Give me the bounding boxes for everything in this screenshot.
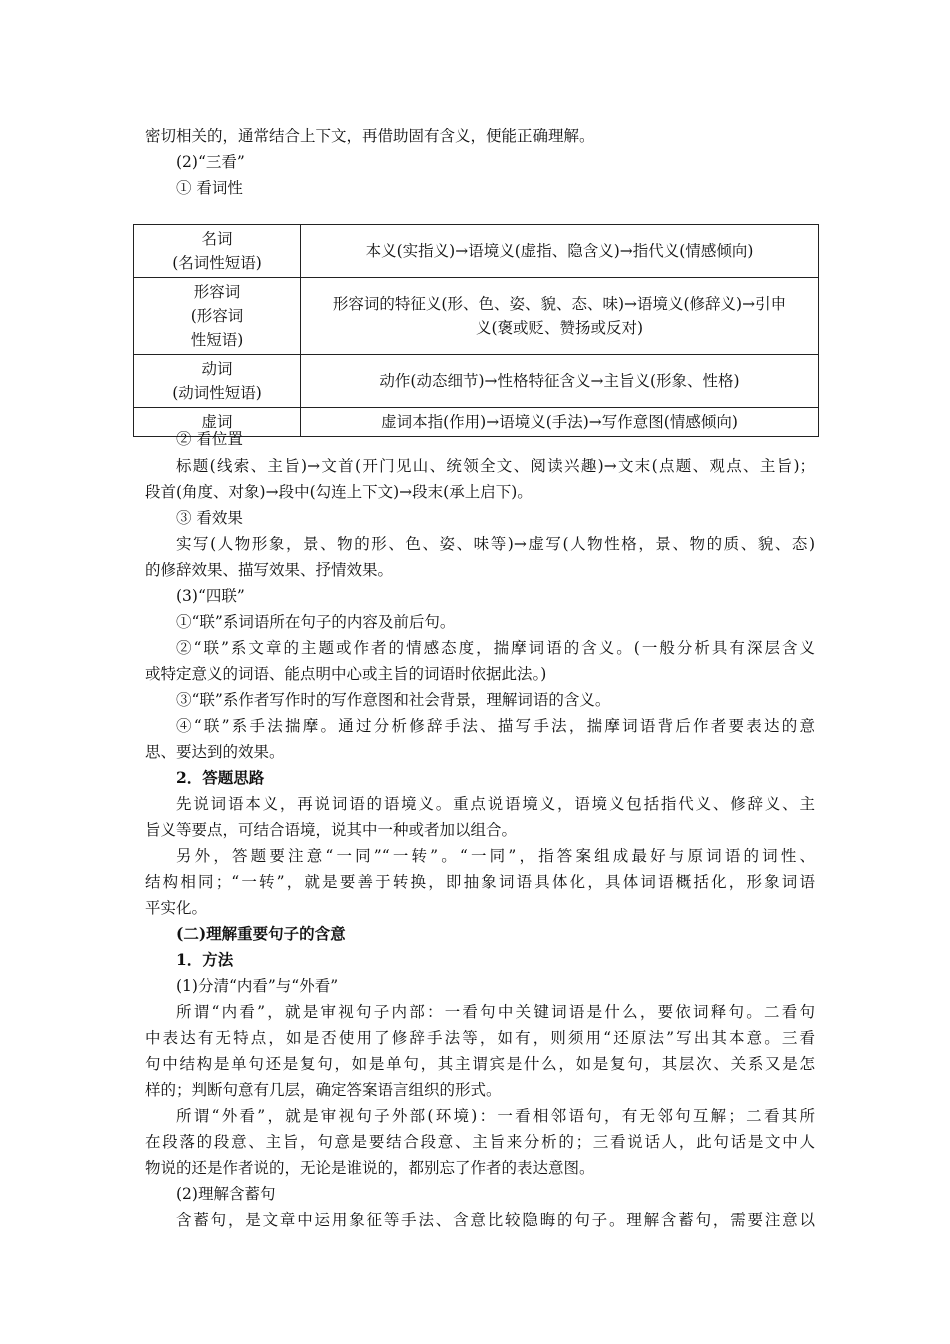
paragraph-line: 的修辞效果、描写效果、抒情效果。 — [145, 561, 394, 579]
section-heading: (3)“四联” — [176, 587, 245, 605]
paragraph-line: 段首(角度、对象)→段中(勾连上下文)→段末(承上启下)。 — [145, 483, 533, 501]
table-cell-meaning: 动作(动态细节)→性格特征含义→主旨义(形象、性格) — [301, 355, 819, 408]
paragraph-line: 平实化。 — [145, 899, 208, 917]
table-cell-type: 虚词 — [134, 408, 301, 437]
word-type-table — [133, 224, 819, 437]
table-cell-type: 名词 (名词性短语) — [134, 225, 301, 278]
paragraph-line: 标题(线索、主旨)→文首(开门见山、统领全文、阅读兴趣)→文末(点题、观点、主旨)； — [176, 457, 815, 475]
paragraph-line: 中表达有无特点，如是否使用了修辞手法等，如有，则须用“还原法”写出其本意。三看 — [145, 1029, 815, 1047]
paragraph-line: 旨义等要点，可结合语境，说其中一种或者加以组合。 — [145, 821, 518, 839]
paragraph-line: 物说的还是作者说的，无论是谁说的，都别忘了作者的表达意图。 — [145, 1159, 595, 1177]
table-cell-meaning: 形容词的特征义(形、色、姿、貌、态、味)→语境义(修辞义)→引申 义(褒或贬、赞扬或反对) — [301, 278, 819, 355]
paragraph-line: 含蓄句，是文章中运用象征等手法、含意比较隐晦的句子。理解含蓄句，需要注意以 — [176, 1211, 815, 1229]
table-cell-type: 形容词 (形容词 性短语) — [134, 278, 301, 355]
table-cell-type: 动词 (动词性短语) — [134, 355, 301, 408]
table-row — [134, 225, 819, 278]
table-cell-meaning: 本义(实指义)→语境义(虚指、隐含义)→指代义(情感倾向) — [301, 225, 819, 278]
paragraph-line: 所谓“内看”，就是审视句子内部：一看句中关键词语是什么，要依词释句。二看句 — [176, 1003, 815, 1021]
paragraph-line: 在段落的段意、主旨，句意是要结合段意、主旨来分析的；三看说话人，此句话是文中人 — [145, 1133, 815, 1151]
sub-heading: (2)理解含蓄句 — [176, 1185, 276, 1203]
paragraph-line: ③“联”系作者写作时的写作意图和社会背景，理解词语的含义。 — [176, 691, 611, 709]
sub-heading: ① 看词性 — [176, 179, 243, 197]
sub-heading: ③ 看效果 — [176, 509, 243, 527]
paragraph-line: 或特定意义的词语、能点明中心或主旨的词语时依据此法。) — [145, 665, 547, 683]
table-cell-meaning: 虚词本指(作用)→语境义(手法)→写作意图(情感倾向) — [301, 408, 819, 437]
paragraph-line: ①“联”系词语所在句子的内容及前后句。 — [176, 613, 456, 631]
sub-heading: (1)分清“内看”与“外看” — [176, 977, 339, 995]
paragraph-line: ②“联”系文章的主题或作者的情感态度，揣摩词语的含义。(一般分析具有深层含义 — [176, 639, 815, 657]
paragraph-line: 所谓“外看”，就是审视句子外部(环境)：一看相邻语句，有无邻句互解；二看其所 — [176, 1107, 815, 1125]
paragraph-line: 密切相关的，通常结合上下文，再借助固有含义，便能正确理解。 — [145, 127, 595, 145]
table-row — [134, 355, 819, 408]
paragraph-line: 思、要达到的效果。 — [145, 743, 285, 761]
table-row — [134, 278, 819, 355]
section-heading: 2．答题思路 — [176, 768, 265, 787]
paragraph-line: 样的；判断句意有几层，确定答案语言组织的形式。 — [145, 1081, 502, 1099]
paragraph-line: 句中结构是单句还是复句，如是单句，其主谓宾是什么，如是复句，其层次、关系又是怎 — [145, 1055, 815, 1073]
paragraph-line: 另外，答题要注意“一同”“一转”。“一同”，指答案组成最好与原词语的词性、 — [176, 847, 815, 865]
section-heading: 1．方法 — [176, 950, 234, 969]
paragraph-line: 结构相同；“一转”，就是要善于转换，即抽象词语具体化，具体词语概括化，形象词语 — [145, 873, 815, 891]
section-heading: (二)理解重要句子的含意 — [176, 924, 346, 943]
paragraph-line: 先说词语本义，再说词语的语境义。重点说语境义，语境义包括指代义、修辞义、主 — [176, 795, 815, 813]
section-heading: (2)“三看” — [176, 153, 245, 171]
sub-heading: ② 看位置 — [176, 430, 243, 448]
paragraph-line: ④“联”系手法揣摩。通过分析修辞手法、描写手法，揣摩词语背后作者要表达的意 — [176, 717, 815, 735]
paragraph-line: 实写(人物形象，景、物的形、色、姿、味等)→虚写(人物性格，景、物的质、貌、态) — [176, 535, 815, 553]
